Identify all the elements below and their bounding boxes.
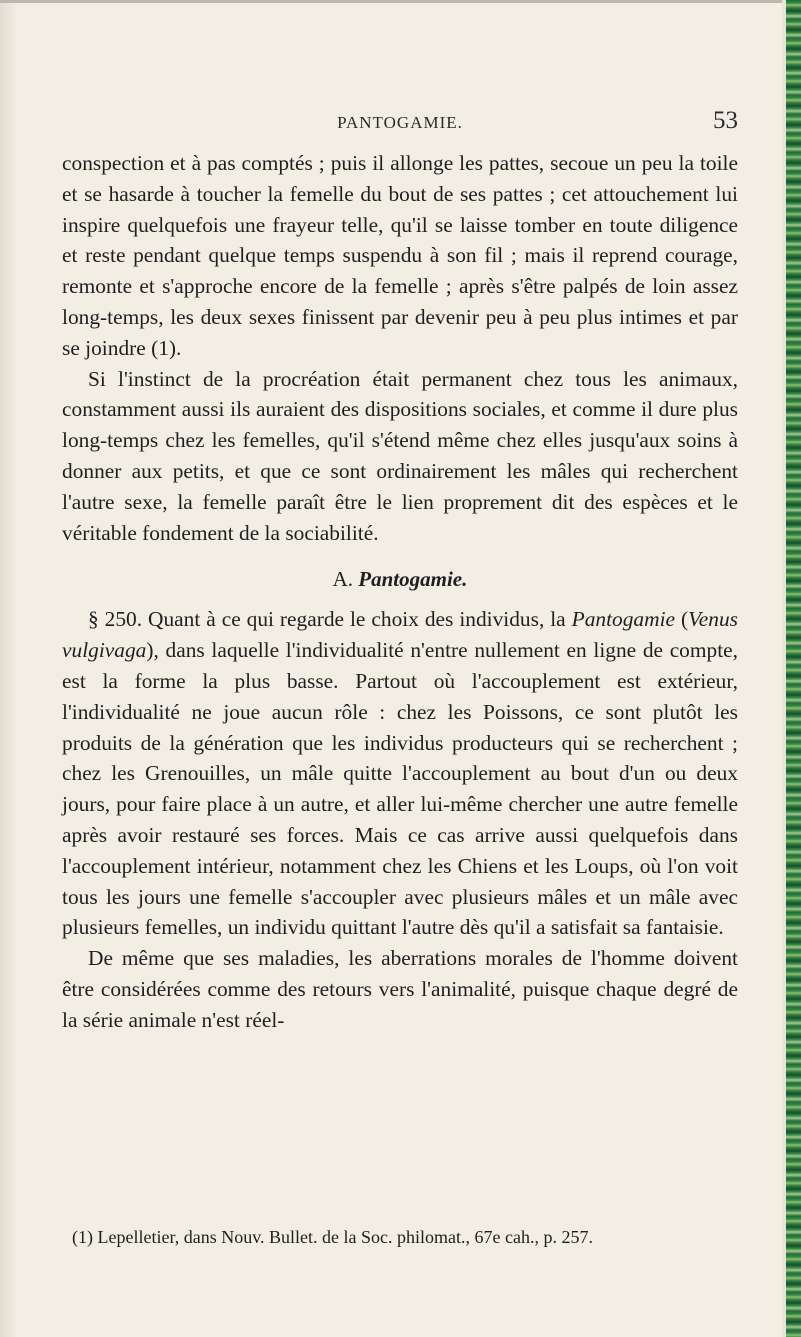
paragraph-instinct: Si l'instinct de la procréation était permanent chez tous les animaux, constamment aussi ils auraient des dispositions sociales, et comme il dure plus long-temps chez les femelles, qu'il s'étend même chez elles jusqu'aux soins à donner aux petits, et que ce sont ordinairement les mâles qui recherchent l'autre sexe, la femelle paraît être le lien proprement dit des espèces et le véritable fondement de la sociabilité.: [62, 366, 738, 545]
latin-term: Venus vulgivaga: [62, 607, 738, 663]
page-gutter-shadow: [0, 3, 18, 1337]
paragraph-lead: § 250. Quant à ce qui regarde le choix des individus, la: [88, 607, 572, 632]
running-title: PANTOGAMIE.: [337, 113, 463, 132]
section-title: Pantogamie.: [358, 567, 468, 592]
body-text: [62, 148, 738, 1036]
paragraph-rest: ), dans laquelle l'individualité n'entre nullement en ligne de compte, est la forme la plus basse. Partout où l'accouplement est extérieur, l'individualité ne joue aucun rôle : chez les Poissons, ce sont plutôt les produits de la génération que les individus producteurs qui se recherchent ; chez les Grenouilles, un mâle quitte l'accouplement au bout d'un ou deux jours, pour faire place à un autre, et aller lui-même chercher une autre femelle après avoir restauré ses forces. Mais ce cas arrive aussi quelquefois dans l'accouplement intérieur, notamment chez les Chiens et les Loups, où l'on voit tous les jours une femelle s'accoupler avec plusieurs mâles et un mâle avec plusieurs femelles, un individu quittant l'autre dès qu'il a satisfait sa fantaisie.: [62, 638, 738, 940]
term-pantogamie: Pantogamie: [571, 607, 676, 632]
footnote: (1) Lepelletier, dans Nouv. Bullet. de la Soc. philomat., 67e cah., p. 257.: [72, 1227, 593, 1247]
section-heading: [62, 565, 738, 593]
page-number: 53: [713, 107, 738, 134]
footnotes: [62, 1225, 738, 1249]
open-paren: (: [675, 607, 689, 632]
page-header: [62, 107, 738, 141]
paragraph-maladies: De même que ses maladies, les aberrations morales de l'homme doivent être considérées comme des retours vers l'animalité, puisque chaque degré de la série animale n'est réel-: [62, 946, 738, 1032]
section-letter: A.: [332, 567, 354, 592]
paragraph-continued: conspection et à pas comptés ; puis il allonge les pattes, secoue un peu la toile et se hasarde à toucher la femelle du bout de ses pattes ; cet attouchement lui inspire quelquefois une frayeur telle, qu'il se laisse tomber en toute diligence et reste pendant quelque temps suspendu à son fil ; mais il reprend courage, remonte et s'approche encore de la femelle ; après s'être palpés de loin assez long-temps, les deux sexes finissent par devenir peu à peu plus intimes et par se joindre (1).: [62, 151, 738, 360]
paragraph-section-250: [62, 604, 738, 943]
book-spine-edge: [782, 0, 801, 1337]
